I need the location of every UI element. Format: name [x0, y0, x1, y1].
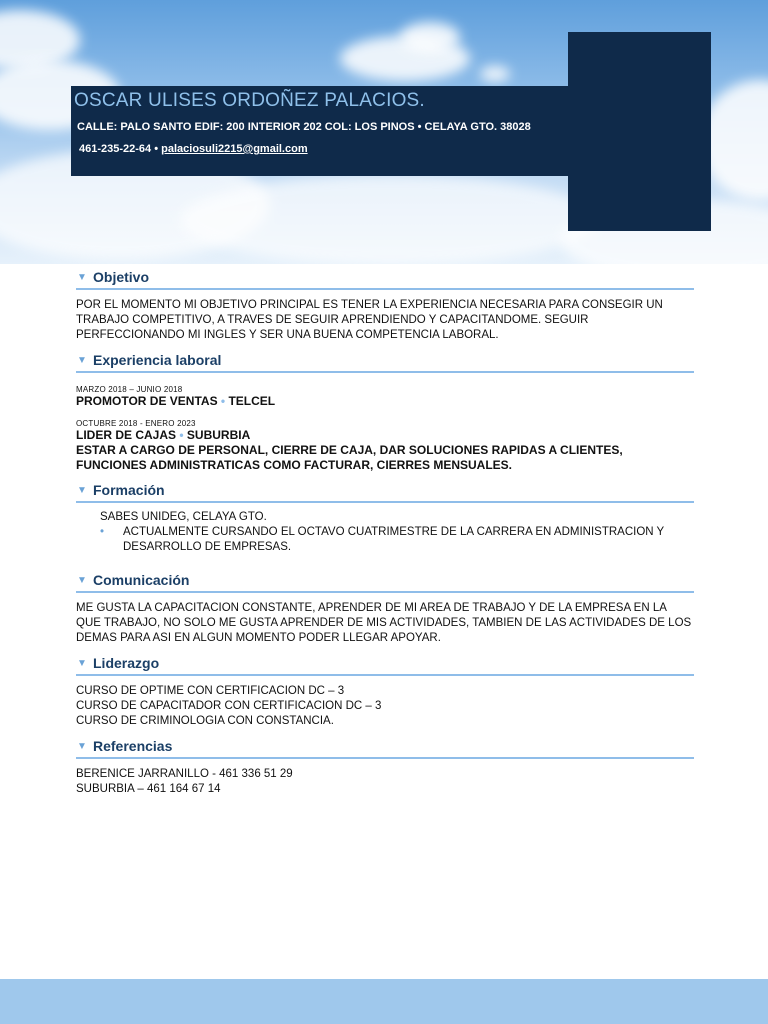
header-box	[71, 86, 569, 176]
list-item: BERENICE JARRANILLO - 461 336 51 29	[76, 768, 293, 780]
section-liderazgo	[76, 652, 694, 729]
section-objetivo	[76, 266, 694, 343]
job-description: ESTAR A CARGO DE PERSONAL, CIERRE DE CAJA, DAR SOLUCIONES RAPIDAS A CLIENTES, FUNCIONES ADMINISTRATICAS COMO FACTURAR, CIERRES MENSUALES.	[76, 443, 623, 472]
footer-band	[0, 979, 768, 1024]
job-company: SUBURBIA	[186, 428, 251, 442]
job-entry	[76, 385, 694, 409]
section-header	[76, 652, 694, 676]
candidate-name: OSCAR ULISES ORDOÑEZ PALACIOS.	[74, 90, 425, 111]
job-company: TELCEL	[228, 394, 276, 408]
section-title: Formación	[93, 482, 165, 498]
section-title: Referencias	[93, 738, 173, 754]
job-separator: •	[179, 428, 184, 442]
triangle-down-icon: ▼	[77, 574, 87, 586]
section-referencias	[76, 735, 694, 797]
section-header	[76, 349, 694, 373]
job-title	[76, 428, 694, 443]
list-item: SUBURBIA – 461 164 67 14	[76, 783, 221, 795]
job-dates: OCTUBRE 2018 - ENERO 2023	[76, 419, 196, 428]
contact-line	[79, 143, 308, 155]
objetivo-text: POR EL MOMENTO MI OBJETIVO PRINCIPAL ES TENER LA EXPERIENCIA NECESARIA PARA CONSEGIR UN TRABAJO COMPETITIVO, A TRAVES DE SEGUIR APRENDIENDO Y CAPACITANDOME. SEGUIR PERFECCIONANDO MI INGLES Y SER UNA BUENA COMPETENCIA LABORAL.	[76, 299, 663, 341]
email-link[interactable]: palaciosuli2215@gmail.com	[161, 143, 308, 155]
section-title: Liderazgo	[93, 655, 160, 671]
phone-number: 461-235-22-64	[79, 143, 152, 155]
section-title: Experiencia laboral	[93, 352, 222, 368]
triangle-down-icon: ▼	[77, 354, 87, 366]
section-formacion	[76, 479, 694, 555]
referencias-list	[76, 767, 694, 797]
section-title: Objetivo	[93, 269, 150, 285]
school-name: SABES UNIDEG, CELAYA GTO.	[100, 511, 267, 523]
section-header	[76, 735, 694, 759]
section-header	[76, 569, 694, 593]
job-entry	[76, 419, 694, 473]
list-item: CURSO DE OPTIME CON CERTIFICACION DC – 3	[76, 685, 345, 697]
job-role: LIDER DE CAJAS	[76, 428, 177, 442]
job-role: PROMOTOR DE VENTAS	[76, 394, 218, 408]
comunicacion-text: ME GUSTA LA CAPACITACION CONSTANTE, APRENDER DE MI AREA DE TRABAJO Y DE LA EMPRESA EN LA QUE TRABAJO, NO SOLO ME GUSTA APRENDER DE MIS ACTIVIDADES, TAMBIEN DE LAS ACTIVIDADES DE LOS DEMAS PARA ASI EN ALGUN MOMENTO PODER LLEGAR APOYAR.	[76, 602, 692, 644]
list-item: CURSO DE CAPACITADOR CON CERTIFICACION DC – 3	[76, 700, 382, 712]
bullet-icon: •	[100, 526, 105, 538]
section-header	[76, 266, 694, 290]
triangle-down-icon: ▼	[77, 740, 87, 752]
section-experiencia	[76, 349, 694, 473]
formacion-detail: ACTUALMENTE CURSANDO EL OCTAVO CUATRIMESTRE DE LA CARRERA EN ADMINISTRACION Y DESARROLLO DE EMPRESAS.	[123, 526, 665, 553]
triangle-down-icon: ▼	[77, 271, 87, 283]
triangle-down-icon: ▼	[77, 484, 87, 496]
job-dates: MARZO 2018 – JUNIO 2018	[76, 385, 183, 394]
list-item: CURSO DE CRIMINOLOGIA CON CONSTANCIA.	[76, 715, 334, 727]
list-item	[100, 525, 694, 555]
photo-placeholder	[568, 32, 711, 231]
contact-separator: •	[154, 143, 159, 155]
job-title	[76, 394, 694, 409]
triangle-down-icon: ▼	[77, 657, 87, 669]
job-separator: •	[220, 394, 226, 408]
resume-content	[76, 266, 694, 803]
address-line: CALLE: PALO SANTO EDIF: 200 INTERIOR 202 COL: LOS PINOS • CELAYA GTO. 38028	[77, 121, 531, 133]
section-comunicacion	[76, 569, 694, 646]
section-header	[76, 479, 694, 503]
section-title: Comunicación	[93, 572, 190, 588]
liderazgo-list	[76, 684, 694, 729]
